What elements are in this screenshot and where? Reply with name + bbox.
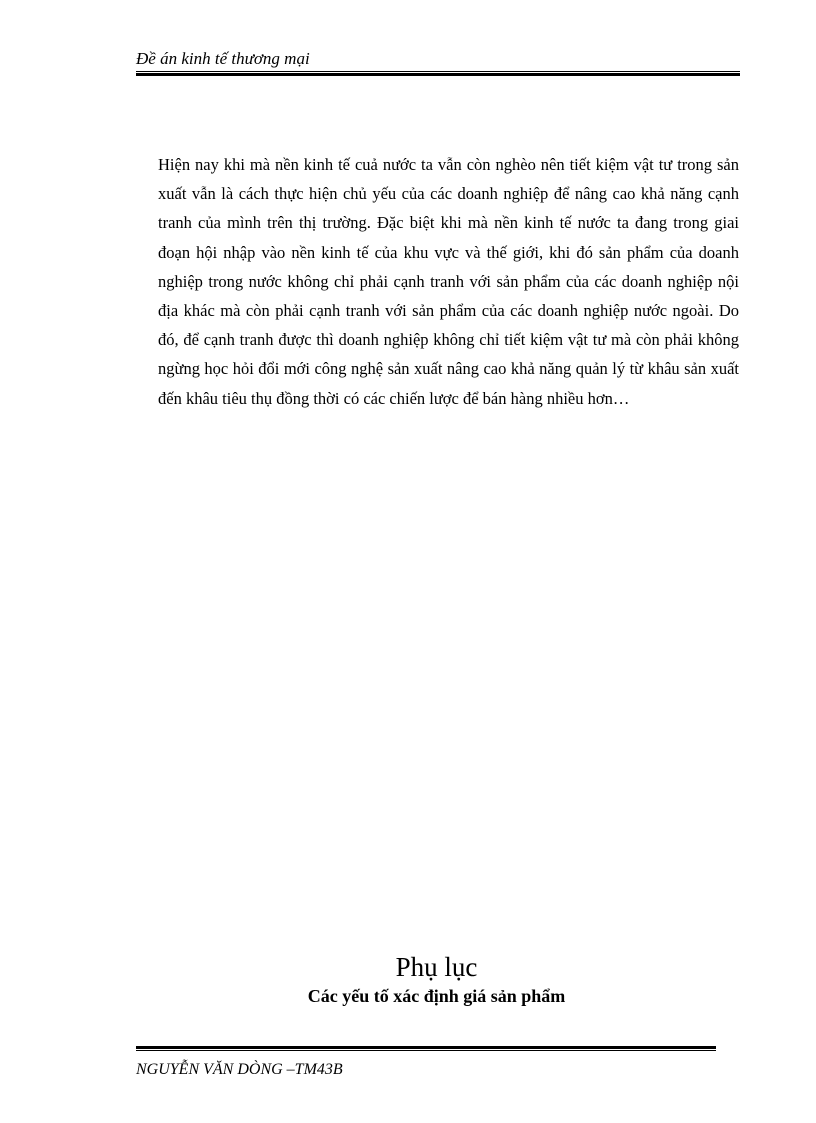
header-rule-thick xyxy=(136,73,740,76)
page-header xyxy=(136,48,740,76)
appendix-subtitle: Các yếu tố xác định giá sản phẩm xyxy=(307,986,566,1006)
footer-author: NGUYỄN VĂN DÒNG –TM43B xyxy=(136,1061,343,1078)
footer-rule-thin xyxy=(136,1050,716,1051)
footer-rule xyxy=(136,1046,716,1051)
appendix-title: Phụ lục xyxy=(395,952,478,982)
header-rule-thin xyxy=(136,71,740,72)
header-title: Đề án kinh tế thương mại xyxy=(136,49,310,68)
page-footer xyxy=(136,1046,716,1081)
body-paragraph: Hiện nay khi mà nền kinh tế cuả nước ta vẫn còn nghèo nên tiết kiệm vật tư trong sản xuất vẫn là cách thực hiện chủ yếu của các doanh nghiệp để nâng cao khả năng cạnh tranh của mình trên thị trường. Đặc biệt khi mà nền kinh tế nước ta đang trong giai đoạn hội nhập vào nền kinh tế của khu vực và thế giới, khi đó sản phẩm của doanh nghiệp trong nước không chỉ phải cạnh tranh với sản phẩm của các doanh nghiệp nội địa khác mà còn phải cạnh tranh với sản phẩm của các doanh nghiệp nước ngoài. Do đó, để cạnh tranh được thì doanh nghiệp không chỉ tiết kiệm vật tư mà còn phải không ngừng học hỏi đổi mới công nghệ sản xuất nâng cao khả năng quản lý từ khâu sản xuất đến khâu tiêu thụ đồng thời có các chiến lược để bán hàng nhiều hơn… xyxy=(158,155,739,408)
header-rule xyxy=(136,71,740,76)
footer-rule-thick xyxy=(136,1046,716,1049)
